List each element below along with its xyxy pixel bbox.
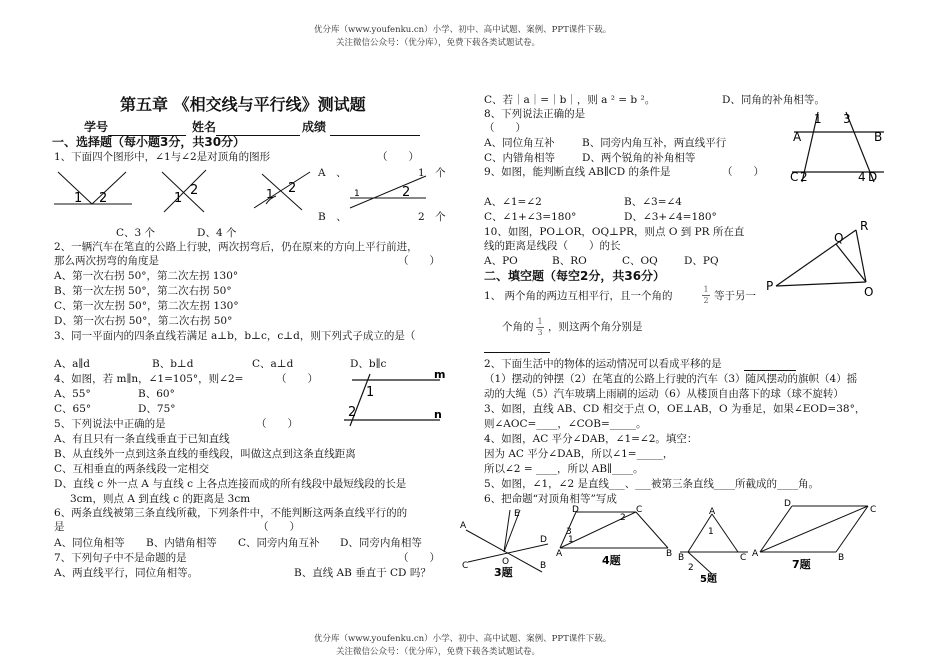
q10-option-c: C、OQ [622, 255, 658, 267]
q10-point-r: R [860, 219, 869, 233]
q1-paren: （ ） [377, 151, 419, 163]
fig4-point-c: C [636, 505, 643, 515]
q1-figure-1 [54, 172, 132, 206]
q4-angle2-label: 2 [348, 405, 357, 420]
q10-point-p: P [766, 279, 774, 293]
f1-frac2-den: 3 [537, 328, 543, 337]
f6-line: 6、把命题“对顶角相等”写成 [484, 493, 617, 505]
fig4-angle3: 3 [566, 527, 572, 537]
q8-option-a: A、同位角互补 [484, 137, 555, 149]
student-name-label: 姓名 [192, 120, 217, 134]
footer-line-2: 关注微信公众号：（优分库），免费下载各类试题试卷。 [336, 647, 541, 657]
student-id-label: 学号 [84, 120, 109, 134]
f5-line: 5、如图，∠1，∠2 是直线___、___被第三条直线____所截成的____角。 [484, 478, 819, 490]
q1-stem: 1、下面四个图形中，∠1与∠2是对顶角的图形 [54, 151, 271, 163]
f1-frac1-num: 1 [703, 285, 709, 294]
f1-line-2a: 个角的 [502, 321, 534, 333]
f4-line-2: 因为 AC 平分∠DAB，所以∠1=_____， [484, 448, 674, 460]
q2-option-b: B、第一次左拐 50°，第二次右拐 50° [54, 285, 232, 297]
figure-7 [752, 500, 884, 572]
q6-stem-2: 是 [54, 521, 65, 533]
fig7-point-a: A [752, 549, 759, 559]
fig4-angle1: 1 [568, 535, 574, 545]
q7-option-a: A、两直线平行，同位角相等。 [54, 567, 199, 579]
footer-line-1: 优分库（www.youfenku.cn）小学、初中、高中试题、案例、PPT课件下载。 [314, 634, 612, 644]
q10-point-o: O [864, 285, 874, 299]
q6-stem-1: 6、两条直线被第三条直线所截，下列条件中，不能判断这两条直线平行的的 [54, 507, 408, 519]
q7-stem: 7、下列句子中不是命题的是 [54, 552, 187, 564]
fig5-point-c: C [740, 553, 747, 563]
f2-line-1: 2、下面生活中的物体的运动情况可以看成平移的是 [484, 358, 722, 370]
q7-option-c: C、若｜a｜=｜b｜，则 a ² = b ²。 [484, 94, 656, 106]
fig4-angle2: 2 [620, 513, 626, 523]
f3-line-2: 则∠AOC=____，∠COB=_____。 [484, 418, 647, 430]
q5-paren: （ ） [256, 418, 298, 430]
f1-line-1b: 等于另一 [714, 290, 756, 302]
q9-point-d: D [868, 170, 878, 184]
fig5-angle1: 1 [708, 527, 714, 537]
fig5-point-a: A [709, 507, 716, 517]
q8-option-c: C、内错角相等 [484, 152, 556, 164]
q4-line-n-label: n [434, 408, 442, 421]
q1-f3-angle1: 1 [266, 187, 274, 201]
q2-paren: （ ） [398, 255, 440, 267]
figure-3 [458, 508, 550, 578]
fig5-angle2: 2 [688, 563, 694, 573]
q5-stem: 5、下列说法中正确的是 [54, 418, 166, 430]
q9-figure [788, 108, 888, 184]
q10-figure [764, 219, 880, 299]
q1-f1-angle1: 1 [74, 191, 83, 206]
q1-option-b-count: 2 个 [418, 211, 446, 223]
q10-stem-1: 10、如图，PO⊥OR，OQ⊥PR，则点 O 到 PR 所在直 [484, 226, 745, 238]
q9-angle4-label: 4 [858, 170, 866, 184]
q4-figure [340, 368, 450, 428]
f1-fraction-third [536, 318, 544, 337]
f4-line-1: 4、如图，AC 平分∠DAB，∠1=∠2。填空： [484, 433, 698, 445]
q9-angle3-label: 3 [843, 112, 851, 126]
q3-option-c: C、a⊥d [252, 358, 294, 370]
fig4-point-d: D [572, 505, 579, 515]
f1-line-2b: ，则这两个角分别是 [548, 321, 643, 333]
q9-stem: 9、如图，能判断直线 AB∥CD 的条件是 [484, 166, 671, 178]
q3-stem: 3、同一平面内的四条直线若满足 a⊥b，b⊥c，c⊥d，则下列式子成立的是（ [54, 330, 416, 342]
f4-line-3: 所以∠2 = ____，所以 AB∥____。 [484, 463, 644, 475]
q8-option-d: D、两个锐角的补角相等 [582, 152, 696, 164]
fig5-caption: 5题 [700, 574, 717, 585]
q7-option-b: B、直线 AB 垂直于 CD 吗？ [294, 567, 431, 579]
q10-point-q: Q [834, 231, 844, 245]
f2-line-3: 动的大绳（5）汽车玻璃上雨刷的运动（6）从楼顶自由落下的球（球不旋转） [484, 388, 844, 400]
q1-figure-4 [350, 176, 426, 208]
q3-option-b: B、b⊥d [152, 358, 194, 370]
q5-option-c: C、互相垂直的两条线段一定相交 [54, 463, 210, 475]
fig7-point-b: B [838, 553, 845, 563]
q10-option-a: A、PO [484, 255, 518, 267]
q8-paren: （ ） [484, 122, 526, 134]
fig3-point-e: E [514, 509, 520, 519]
f3-line-1: 3、如图，直线 AB、CD 相交于点 O，OE⊥AB，O 为垂足，如果∠EOD=38°， [484, 403, 866, 415]
fig5-point-b: B [678, 553, 685, 563]
fig4-point-a: A [556, 549, 563, 559]
q2-option-c: C、第一次左拐 50°，第二次左拐 130° [54, 300, 239, 312]
fig3-caption: 3题 [494, 566, 513, 579]
q1-f3-angle2: 2 [288, 181, 297, 196]
q9-option-d: D、∠3+∠4=180° [624, 211, 717, 223]
q5-option-b: B、从直线外一点到这条直线的垂线段，叫做这点到这条直线距离 [54, 448, 356, 460]
q9-angle1-label: 1 [814, 112, 822, 126]
q2-stem-1: 2、一辆汽车在笔直的公路上行驶，两次拐弯后，仍在原来的方向上平行前进， [54, 241, 418, 253]
figure-5 [676, 508, 752, 584]
q7-option-d: D、同角的补角相等。 [722, 94, 825, 106]
fig4-point-b: B [666, 549, 673, 559]
q3-option-d: D、b∥c [350, 358, 387, 370]
q4-option-b: B、60° [138, 388, 175, 400]
q4-option-a: A、55° [54, 388, 91, 400]
q4-option-c: C、65° [54, 403, 92, 415]
q1-option-b: B 、 [318, 211, 347, 223]
fig4-caption: 4题 [602, 554, 621, 567]
q9-paren: （ ） [722, 166, 764, 178]
q4-paren: （ ） [276, 373, 318, 385]
fig3-point-d: D [540, 535, 547, 545]
q1-option-a-count: 1 个 [418, 167, 446, 179]
fig3-point-b: B [540, 561, 547, 571]
q2-stem-2: 那么两次拐弯的角度是 [54, 255, 159, 267]
f1-frac1-den: 2 [703, 296, 709, 305]
q1-option-a: A 、 [318, 167, 347, 179]
fig7-point-d: D [784, 499, 791, 509]
q1-f4-angle2: 2 [402, 185, 411, 200]
f1-line-1a: 1、 两个角的两边互相平行，且一个角的 [484, 290, 673, 302]
q3-option-a: A、a∥d [54, 358, 90, 370]
q2-option-d: D、第一次右拐 50°，第二次右拐 50° [54, 315, 233, 327]
q1-f2-angle1: 1 [174, 191, 183, 206]
score-blank[interactable] [330, 135, 420, 136]
q1-figure-3 [254, 172, 310, 210]
section-fill-heading: 二、填空题（每空2分，共36分） [484, 269, 666, 283]
q9-option-c: C、∠1+∠3=180° [484, 211, 577, 223]
q7-paren: （ ） [398, 552, 440, 564]
q6-option-c: C、同旁内角互补 [238, 537, 320, 549]
q4-line-m-label: m [434, 368, 446, 381]
q8-option-b: B、同旁内角互补，两直线平行 [582, 137, 727, 149]
q9-point-b: B [874, 130, 883, 144]
q9-point-c: C [790, 170, 799, 184]
section-choice-heading: 一、选择题（每小题3分，共30分） [52, 135, 246, 149]
q1-figures [54, 168, 454, 216]
q1-figure-2 [162, 170, 206, 212]
q9-option-b: B、∠3=∠4 [624, 196, 682, 208]
header-line-2: 关注微信公众号：（优分库），免费下载各类试题试卷。 [336, 38, 541, 48]
fig3-point-c: C [462, 561, 469, 571]
score-label: 成绩 [302, 120, 327, 134]
fig7-point-c: C [870, 505, 877, 515]
q1-f2-angle2: 2 [190, 183, 199, 198]
figure-4 [556, 506, 676, 570]
q5-option-d-1: D、直线 c 外一点 A 与直线 c 上各点连接而成的所有线段中最短线段的长是 [54, 478, 407, 490]
page-title: 第五章 《相交线与平行线》测试题 [120, 95, 366, 114]
q9-angle2-label: 2 [800, 170, 808, 184]
fig7-caption: 7题 [792, 558, 811, 571]
q5-option-a: A、有且只有一条直线垂直于已知直线 [54, 433, 230, 445]
q2-option-a: A、第一次右拐 50°，第二次左拐 130° [54, 270, 239, 282]
q1-option-cd: C、3 个 D、4 个 [116, 227, 237, 239]
q6-option-d: D、同旁内角相等 [340, 537, 422, 549]
f1-answer-blank[interactable] [484, 352, 550, 353]
q5-option-d-2: 3cm，则点 A 到直线 c 的距离是 3cm [70, 493, 251, 505]
f2-answer-blank[interactable] [744, 370, 796, 371]
f2-line-2: （1）摆动的钟摆（2）在笔直的公路上行驶的汽车（3）随风摆动的旗帜（4）摇 [484, 373, 858, 385]
q4-stem: 4、如图，若 m∥n，∠1=105°，则∠2= [54, 373, 244, 385]
q9-option-a: A、∠1=∠2 [484, 196, 542, 208]
q4-option-d: D、75° [138, 403, 176, 415]
q10-option-d: D、PQ [684, 255, 719, 267]
fig3-point-o: O [502, 557, 510, 567]
f1-frac2-num: 1 [537, 317, 543, 326]
q10-option-b: B、RO [552, 255, 587, 267]
q6-option-b: B、内错角相等 [146, 537, 217, 549]
q8-stem: 8、下列说法正确的是 [484, 108, 586, 120]
q1-f1-angle2: 2 [99, 191, 108, 206]
q9-point-a: A [793, 130, 802, 144]
q4-angle1-label: 1 [366, 385, 375, 400]
header-line-1: 优分库（www.youfenku.cn）小学、初中、高中试题、案例、PPT课件下载。 [314, 25, 612, 35]
q6-paren: （ ） [258, 521, 300, 533]
f1-fraction-half [702, 286, 710, 305]
q6-option-a: A、同位角相等 [54, 537, 125, 549]
q10-stem-2: 线的距离是线段（ ）的长 [484, 240, 621, 252]
fig3-point-a: A [460, 521, 467, 531]
q1-f4-angle1: 1 [354, 189, 360, 199]
